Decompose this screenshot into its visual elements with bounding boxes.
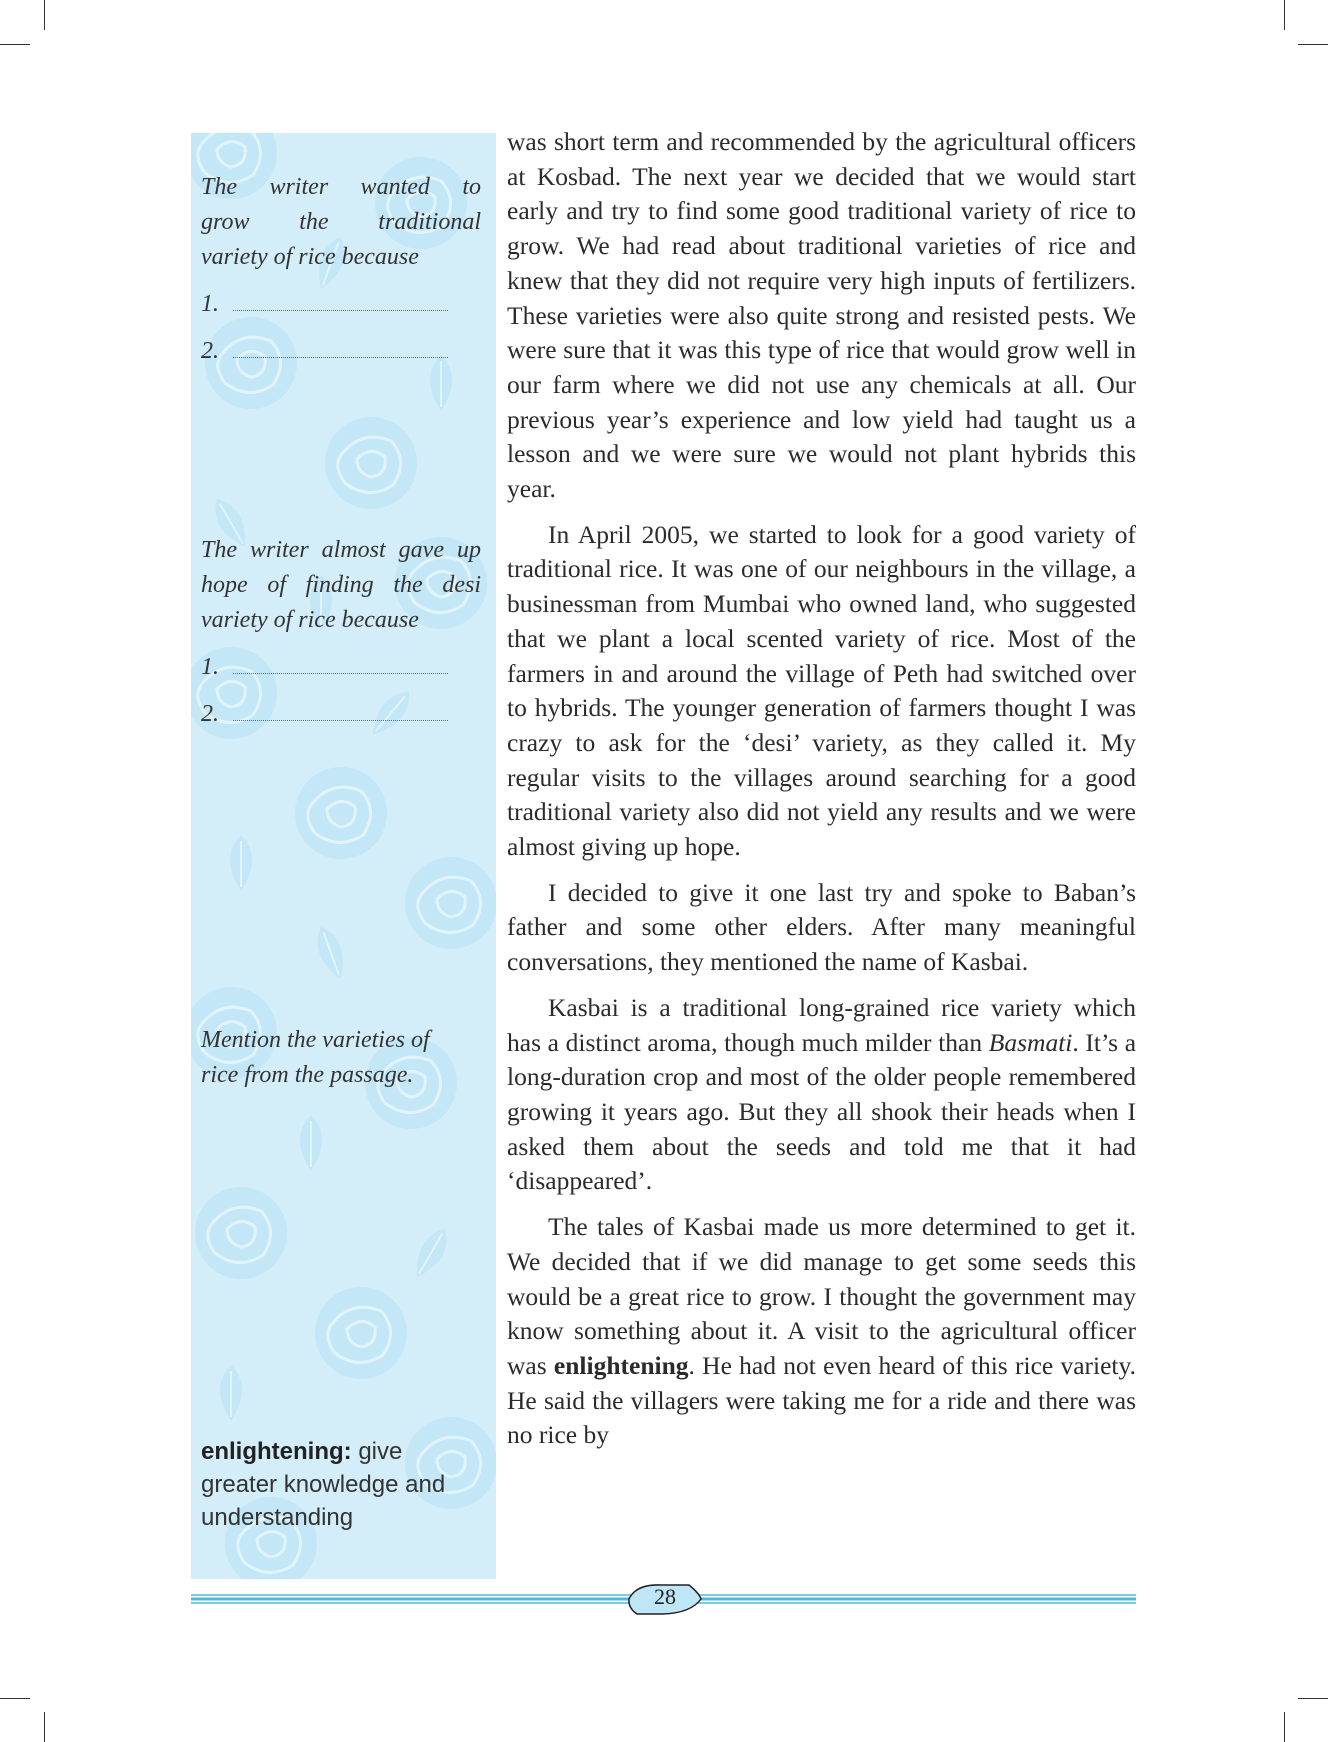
blank-number: 2.	[201, 338, 219, 364]
answer-blank[interactable]	[201, 697, 481, 732]
crop-mark	[0, 1698, 30, 1699]
note-question-line: The writer wanted to	[201, 174, 481, 200]
note-question-line: variety of rice because	[201, 244, 419, 270]
answer-blank[interactable]	[201, 650, 481, 685]
paragraph: was short term and recommended by the agricultural officers at Kosbad. The next year we decided that we would start early and try to find some good traditional variety of rice to grow. We had read about traditional varieties of rice and knew that they did not require very high inputs of fertilizers. These varieties were also quite strong and resisted pests. We were sure that it was this type of rice that would grow well in our farm where we did not use any chemicals at all. Our previous year’s experience and low yield had taught us a lesson and we were sure we would not plant hybrids this year.	[507, 127, 1136, 504]
glossary-entry	[201, 1435, 481, 1534]
note-question-line: grow the traditional	[201, 209, 481, 235]
dotted-line	[233, 335, 448, 358]
glossary-term: enlightening:	[201, 1438, 352, 1465]
paragraph: I decided to give it one last try and spoke to Baban’s father and some other elders. After many meaningful conversations, they mentioned the name of Kasbai.	[507, 877, 1136, 977]
crop-mark	[44, 0, 45, 30]
page-number: 28	[654, 1584, 676, 1609]
margin-note-1	[201, 170, 481, 369]
note-question-line: Mention the varieties of	[201, 1027, 430, 1053]
note-question-line: hope of finding the desi	[201, 572, 481, 598]
paragraph	[507, 991, 1136, 1199]
crop-mark	[0, 44, 30, 45]
blank-number: 1.	[201, 654, 219, 680]
text-run: Kasbai is a traditional long-grained rice variety which has a distinct aroma, though much milder than	[507, 992, 1136, 1057]
margin-note-2	[201, 533, 481, 732]
bold-term: enlightening	[553, 1350, 689, 1380]
text-run: . He had not even heard of this rice variety. He said the villagers were taking me for a ride and there was no rice by	[507, 1350, 1136, 1450]
text-run: The tales of Kasbai made us more determined to get it. We decided that if we did manage to get some seeds this would be a great rice to grow. I thought the government may know something about it. A visit to the agricultural officer was	[507, 1212, 1136, 1380]
paragraph	[507, 1210, 1136, 1453]
note-question-line: The writer almost gave up	[201, 537, 481, 563]
answer-blank[interactable]	[201, 334, 481, 369]
note-question-line: variety of rice because	[201, 607, 419, 633]
crop-mark	[1284, 1712, 1285, 1742]
italic-term: Basmati	[988, 1027, 1073, 1057]
glossary-definition: give greater knowledge and understanding	[201, 1438, 446, 1531]
text-run: . It’s a long-duration crop and most of the older people remembered growing it years ago. But they all shook their heads when I asked them about the seeds and told me that it had ‘disappeared’.	[507, 1027, 1137, 1196]
crop-mark	[1298, 44, 1328, 45]
dotted-line	[233, 288, 448, 311]
margin-note-3	[201, 1023, 481, 1093]
margin-sidebar	[191, 133, 496, 1579]
paragraph: In April 2005, we started to look for a good variety of traditional rice. It was one of our neighbours in the village, a businessman from Mumbai who owned land, who suggested that we plant a local scented variety of rice. Most of the farmers in and around the village of Peth had switched over to hybrids. The younger generation of farmers thought I was crazy to ask for the ‘desi’ variety, as they called it. My regular visits to the villages around searching for a good traditional variety also did not yield any results and we were almost giving up hope.	[507, 519, 1136, 862]
crop-mark	[1284, 0, 1285, 30]
crop-mark	[1298, 1698, 1328, 1699]
blank-number: 2.	[201, 701, 219, 727]
answer-blank[interactable]	[201, 287, 481, 322]
passage-text	[507, 125, 1136, 1464]
note-question-line: rice from the passage.	[201, 1062, 414, 1088]
dotted-line	[233, 698, 448, 721]
blank-number: 1.	[201, 291, 219, 317]
crop-mark	[44, 1712, 45, 1742]
dotted-line	[233, 651, 448, 674]
